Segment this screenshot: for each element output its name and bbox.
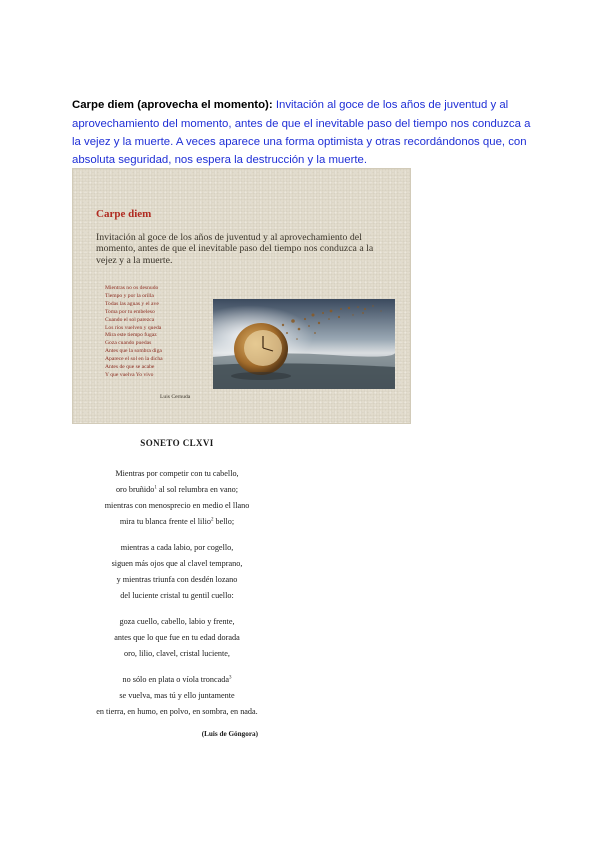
footnote-marker: 1 [154,485,157,491]
footnote-marker: 2 [210,517,214,523]
slide-title: Carpe diem [96,208,152,220]
verse-line: oro bruñido$^1$ al sol relumbra en vano; [115,485,239,494]
sonnet [72,436,282,738]
slide-description: Invitación al goce de los años de juventud y al aprovechamiento del momento, antes de que el inevitable paso del tiempo nos conduzca a la vejez y a la muerte. [96,232,374,266]
verse-line: se vuelva, mas tú y ello juntamente [119,691,235,700]
intro-lead: Carpe diem (aprovecha el momento): [72,99,273,112]
intro-paragraph [72,96,532,169]
stanza [72,540,282,604]
intro-text: Invitación al goce de los años de juventud y al aprovechamiento del momento, antes de que el inevitable paso del tiempo nos conduzca a la vejez y la muerte. A veces aparece una forma optimista y otras recordándonos que, con absoluta seguridad, nos espera la destrucción y la muerte. [72,99,531,167]
sonnet-author: (Luis de Góngora) [201,730,258,738]
sonnet-stanzas [72,466,282,720]
verse-line: siguen más ojos que al clavel temprano, [111,559,243,568]
verse-line: antes que lo que fue en tu edad dorada [114,633,240,642]
verse-line: mira tu blanca frente el lilio$^2$ bello; [119,517,235,526]
melting-clock-image [213,299,395,389]
verse-line: en tierra, en humo, en polvo, en sombra, en nada. [96,707,258,716]
verse-line: oro, lilio, clavel, cristal luciente, [124,649,230,658]
sonnet-title: SONETO CLXVI [140,438,214,448]
slide-poem-line: Goza cuando puedas [105,340,152,347]
stanza [72,614,282,662]
verse-line: Mientras por competir con tu cabello, [115,469,239,478]
slide-poem-line: Y que vuelva Yo vivo [105,371,154,378]
slide-poem-line: Tiempo y por la orilla [105,292,154,299]
slide-poem-line: Los ríos vuelven y queda [105,324,162,331]
slide-author: Luis Cernuda [160,394,191,400]
verse-line: mientras a cada labio, por cogello, [120,543,234,552]
slide-poem-line: Antes de que se acabe [105,364,155,371]
slide-poem-line: Cuando el sol parezca [105,316,155,323]
verse-line: goza cuello, cabello, labio y frente, [119,617,235,626]
footnote-marker: 3 [228,675,232,681]
slide-poem-line: Antes que la sombra diga [105,348,162,355]
slide-poem-line: Todas las aguas y el ave [105,300,159,307]
slide-poem-line: Aparece el sol en la dicha [105,356,163,363]
slide-poem-line: Mira este tiempo fugaz [105,332,157,339]
slide-poem-line: Mientras no os desnudo [105,285,159,291]
stanza [72,672,282,720]
verse-line: mientras con menosprecio en medio el llano [104,501,250,510]
verse-line: del luciente cristal tu gentil cuello: [120,591,234,600]
carpe-diem-slide [72,168,411,424]
verse-line: y mientras triunfa con desdén lozano [116,575,238,584]
slide-poem [105,285,215,380]
verse-line: no sólo en plata o víola troncada$^3$ [122,675,232,684]
slide-poem-line: Toma por tu embeleso [105,308,155,315]
stanza [72,466,282,530]
